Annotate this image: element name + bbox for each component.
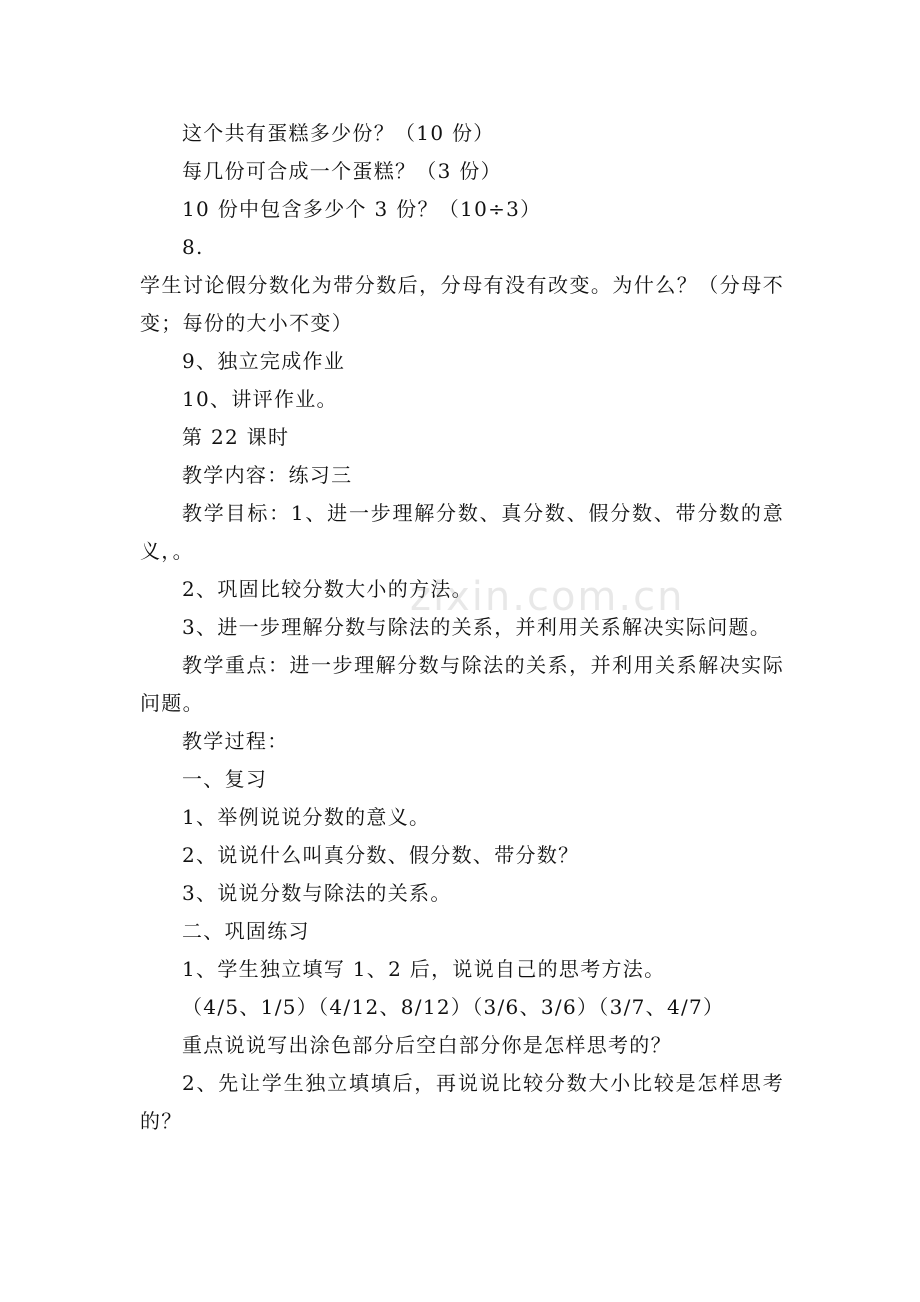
question-cake-parts: 每几份可合成一个蛋糕？（3 份） bbox=[182, 159, 502, 183]
teaching-process-heading: 教学过程： bbox=[182, 729, 289, 753]
question-cake-total: 这个共有蛋糕多少份？（10 份） bbox=[182, 121, 495, 145]
teaching-goal-1: 教学目标：1、进一步理解分数、真分数、假分数、带分数的意义，。 bbox=[140, 501, 784, 563]
lesson-heading: 第 22 课时 bbox=[182, 425, 290, 449]
section-review-heading: 一、复习 bbox=[182, 767, 268, 791]
teaching-focus: 教学重点：进一步理解分数与除法的关系，并利用关系解决实际问题。 bbox=[140, 653, 784, 715]
watermark-text: zixin.com.cn bbox=[410, 574, 685, 620]
review-item-2: 2、说说什么叫真分数、假分数、带分数？ bbox=[182, 843, 580, 867]
teaching-content: 教学内容：练习三 bbox=[182, 463, 353, 487]
fraction-answers: （4/5、1/5）（4/12、8/12）（3/6、3/6）（3/7、4/7） bbox=[182, 995, 725, 1019]
section-practice-heading: 二、巩固练习 bbox=[182, 919, 310, 943]
review-item-3: 3、说说分数与除法的关系。 bbox=[182, 881, 452, 905]
question-division: 10 份中包含多少个 3 份？（10÷3） bbox=[182, 197, 542, 221]
review-item-1: 1、举例说说分数的意义。 bbox=[182, 805, 431, 829]
practice-item-2: 2、先让学生独立填填后，再说说比较分数大小比较是怎样思考的？ bbox=[140, 1071, 784, 1133]
document-body bbox=[140, 114, 784, 1140]
teaching-goal-2: 2、巩固比较分数大小的方法。 bbox=[182, 577, 473, 601]
practice-focus-note: 重点说说写出涂色部分后空白部分你是怎样思考的？ bbox=[182, 1033, 672, 1057]
practice-item-1: 1、学生独立填写 1、2 后，说说自己的思考方法。 bbox=[182, 957, 666, 981]
teaching-goal-3: 3、进一步理解分数与除法的关系，并利用关系解决实际问题。 bbox=[182, 615, 772, 639]
step-10: 10、讲评作业。 bbox=[182, 387, 338, 411]
step-8-discussion: 学生讨论假分数化为带分数后，分母有没有改变。为什么？（分母不变；每份的大小不变） bbox=[140, 273, 784, 335]
step-9: 9、独立完成作业 bbox=[182, 349, 346, 373]
step-8-number: 8. bbox=[182, 235, 204, 259]
